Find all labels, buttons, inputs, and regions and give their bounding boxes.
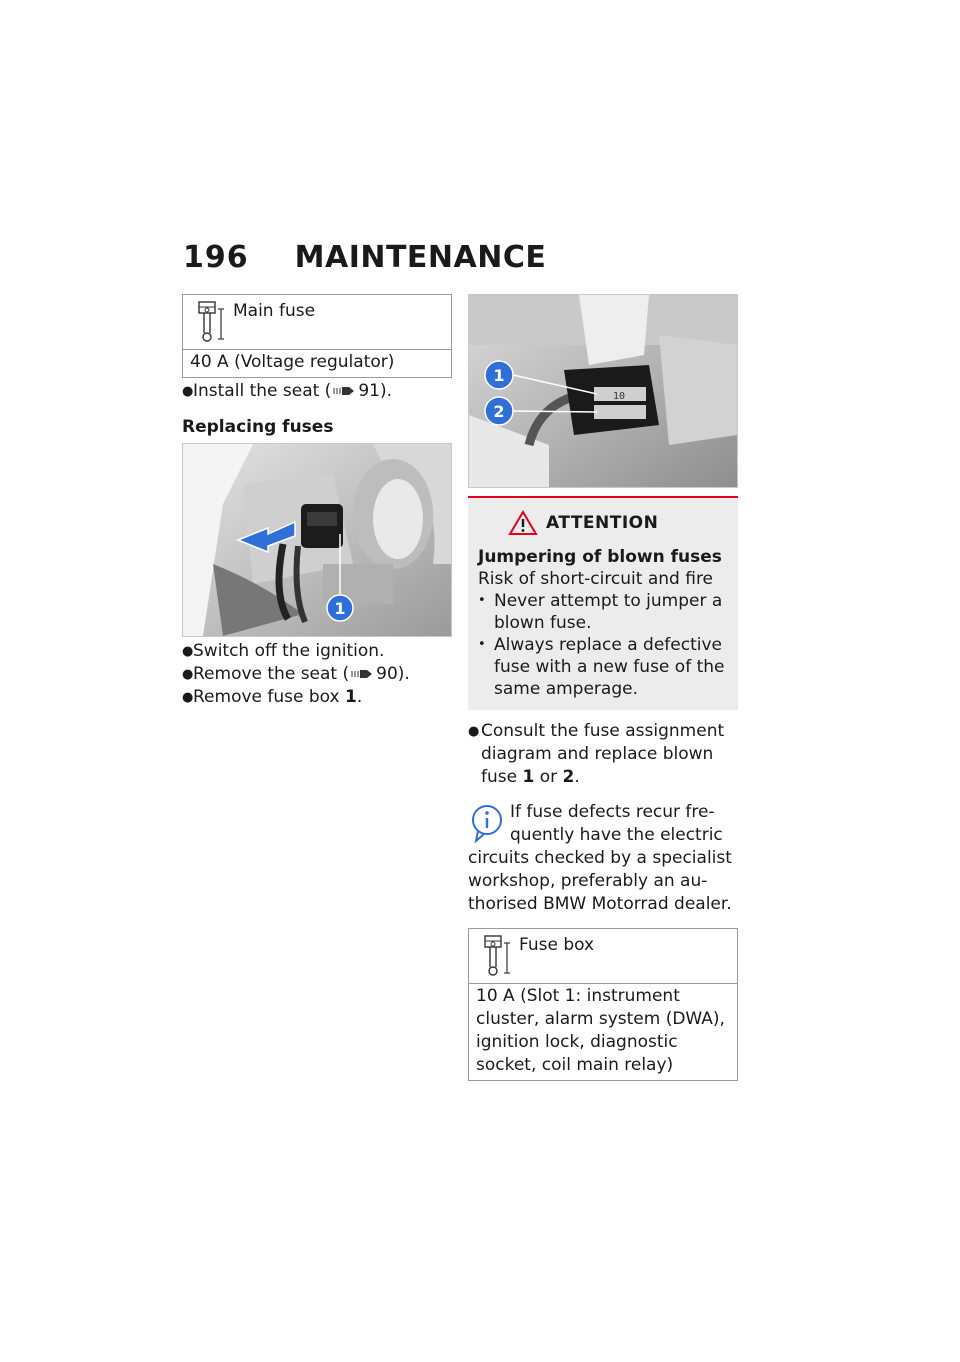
consult-fuse-diagram-step: ● Consult the fuse assignment diagram and replace blown fuse 1 or 2. <box>468 721 725 787</box>
attention-title: ATTENTION <box>546 513 659 533</box>
page-reference-arrow-icon <box>333 385 355 397</box>
fuse-box-illustration <box>183 444 451 636</box>
bullet-dot: ● <box>182 384 194 399</box>
step-remove-fuse-box: ● Remove fuse box 1. <box>182 687 363 707</box>
attention-subtitle: Jumpering of blown fuses <box>478 547 722 567</box>
main-fuse-value: 40 A (Voltage regulator) <box>190 352 395 372</box>
remove-seat-page-ref[interactable]: 90 <box>376 664 398 684</box>
photo-callout-1: 1 <box>334 599 346 618</box>
page-number: 196 <box>183 240 249 275</box>
right-column <box>468 294 738 1081</box>
left-column <box>182 294 452 709</box>
attention-item: • Always replace a defective fuse with a new fuse of the same amperage. <box>478 635 725 699</box>
removal-steps <box>182 640 452 709</box>
step-remove-seat: ● Remove the seat ( 90). <box>182 664 410 684</box>
main-fuse-table <box>182 294 452 378</box>
photo-callout-2: 2 <box>493 402 505 421</box>
main-fuse-label: Main fuse <box>233 301 316 321</box>
fuse-box-table-header <box>469 929 737 984</box>
specification-icon <box>475 933 513 979</box>
main-fuse-table-header <box>183 295 451 350</box>
attention-risk: Risk of short-circuit and fire <box>478 569 714 589</box>
install-seat-page-ref[interactable]: 91 <box>358 381 380 401</box>
fuse-detail-illustration <box>469 295 737 487</box>
svg-text:10: 10 <box>612 391 626 402</box>
info-icon <box>470 803 504 843</box>
fuse-box-photo <box>182 443 452 637</box>
replacing-fuses-heading: Replacing fuses <box>182 417 334 437</box>
fuse-detail-photo <box>468 294 738 488</box>
fuse-box-table <box>468 928 738 1081</box>
install-seat-step: ● Install the seat ( 91). <box>182 381 393 401</box>
section-title: MAINTENANCE <box>294 240 547 275</box>
attention-box <box>468 496 738 710</box>
fuse-box-label: Fuse box <box>519 935 595 955</box>
specification-icon <box>189 299 227 345</box>
info-note: If fuse defects recur fre- quently have the electric circuits checked by a specialist workshop, preferably an au- thorised BMW Motorrad dealer. <box>468 802 732 914</box>
install-seat-text: Install the seat ( <box>193 381 332 401</box>
step-switch-off-ignition: ● Switch off the ignition. <box>182 641 385 661</box>
attention-item: • Never attempt to jumper a blown fuse. <box>478 591 723 633</box>
fuse-box-value: 10 A (Slot 1: instrument cluster, alarm system (DWA), ignition lock, diagnostic socket, coil main relay) <box>476 986 725 1075</box>
warning-triangle-icon <box>508 510 538 536</box>
photo-callout-1: 1 <box>493 366 505 385</box>
page-header <box>183 240 546 280</box>
page-reference-arrow-icon <box>351 668 373 680</box>
